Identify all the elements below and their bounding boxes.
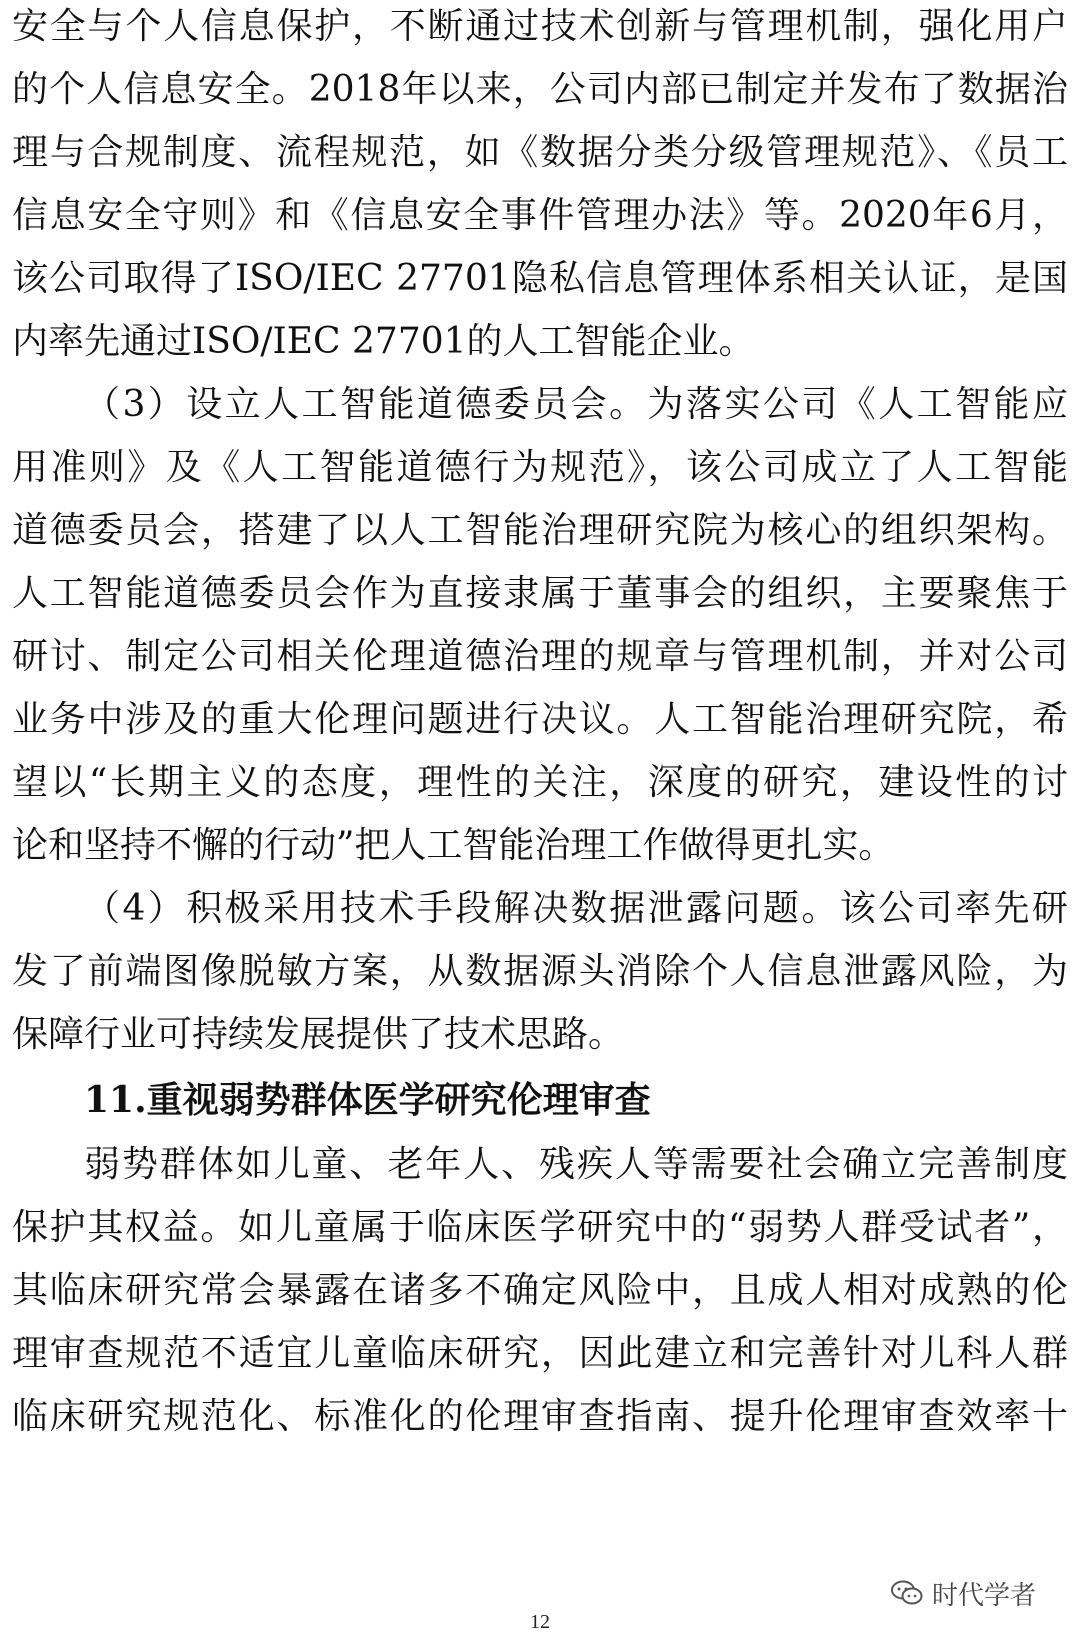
- text-line-17: 保障行业可持续发展提供了技术思路。: [12, 1014, 625, 1055]
- text-line-14: 论和坚持不懈的行动”把人工智能治理工作做得更扎实。: [12, 825, 895, 866]
- section-heading: 11.重视弱势群体医学研究伦理审查: [84, 1079, 651, 1121]
- text-line-5: 该公司取得了ISO/IEC 27701隐私信息管理体系相关认证，是国: [12, 258, 1068, 299]
- wechat-icon: [890, 1579, 924, 1607]
- text-line-15: （4）积极采用技术手段解决数据泄露问题。该公司率先研: [84, 888, 1068, 929]
- text-line-6: 内率先通过ISO/IEC 27701的人工智能企业。: [12, 321, 755, 362]
- text-line-12: 业务中涉及的重大伦理问题进行决议。人工智能治理研究院，希: [12, 699, 1068, 740]
- watermark-text: 时代学者: [932, 1580, 1037, 1611]
- text-line-11: 研讨、制定公司相关伦理道德治理的规章与管理机制，并对公司: [12, 636, 1068, 677]
- text-line-22: 理审查规范不适宜儿童临床研究，因此建立和完善针对儿科人群: [12, 1333, 1068, 1374]
- text-line-8: 用准则》及《人工智能道德行为规范》，该公司成立了人工智能: [12, 447, 1068, 488]
- text-line-4: 信息安全守则》和《信息安全事件管理办法》等。2020年6月，: [12, 195, 1068, 236]
- text-line-13: 望以“长期主义的态度，理性的关注，深度的研究，建设性的讨: [12, 762, 1068, 803]
- text-line-1: 安全与个人信息保护，不断通过技术创新与管理机制，强化用户: [12, 6, 1068, 47]
- text-line-21: 其临床研究常会暴露在诸多不确定风险中，且成人相对成熟的伦: [12, 1270, 1068, 1311]
- text-line-9: 道德委员会，搭建了以人工智能治理研究院为核心的组织架构。: [12, 510, 1068, 551]
- text-line-19: 弱势群体如儿童、老年人、残疾人等需要社会确立完善制度: [84, 1144, 1068, 1185]
- text-line-20: 保护其权益。如儿童属于临床医学研究中的“弱势人群受试者”，: [12, 1207, 1068, 1248]
- text-line-23: 临床研究规范化、标准化的伦理审查指南、提升伦理审查效率十: [12, 1396, 1068, 1437]
- text-line-16: 发了前端图像脱敏方案，从数据源头消除个人信息泄露风险，为: [12, 951, 1068, 992]
- page-number: 12: [530, 1611, 550, 1633]
- wechat-watermark: [890, 1573, 1036, 1613]
- text-line-10: 人工智能道德委员会作为直接隶属于董事会的组织，主要聚焦于: [12, 573, 1068, 614]
- text-line-3: 理与合规制度、流程规范，如《数据分类分级管理规范》、《员工: [12, 132, 1068, 173]
- text-line-2: 的个人信息安全。2018年以来，公司内部已制定并发布了数据治: [12, 69, 1068, 110]
- text-line-7: （3）设立人工智能道德委员会。为落实公司《人工智能应: [84, 384, 1068, 425]
